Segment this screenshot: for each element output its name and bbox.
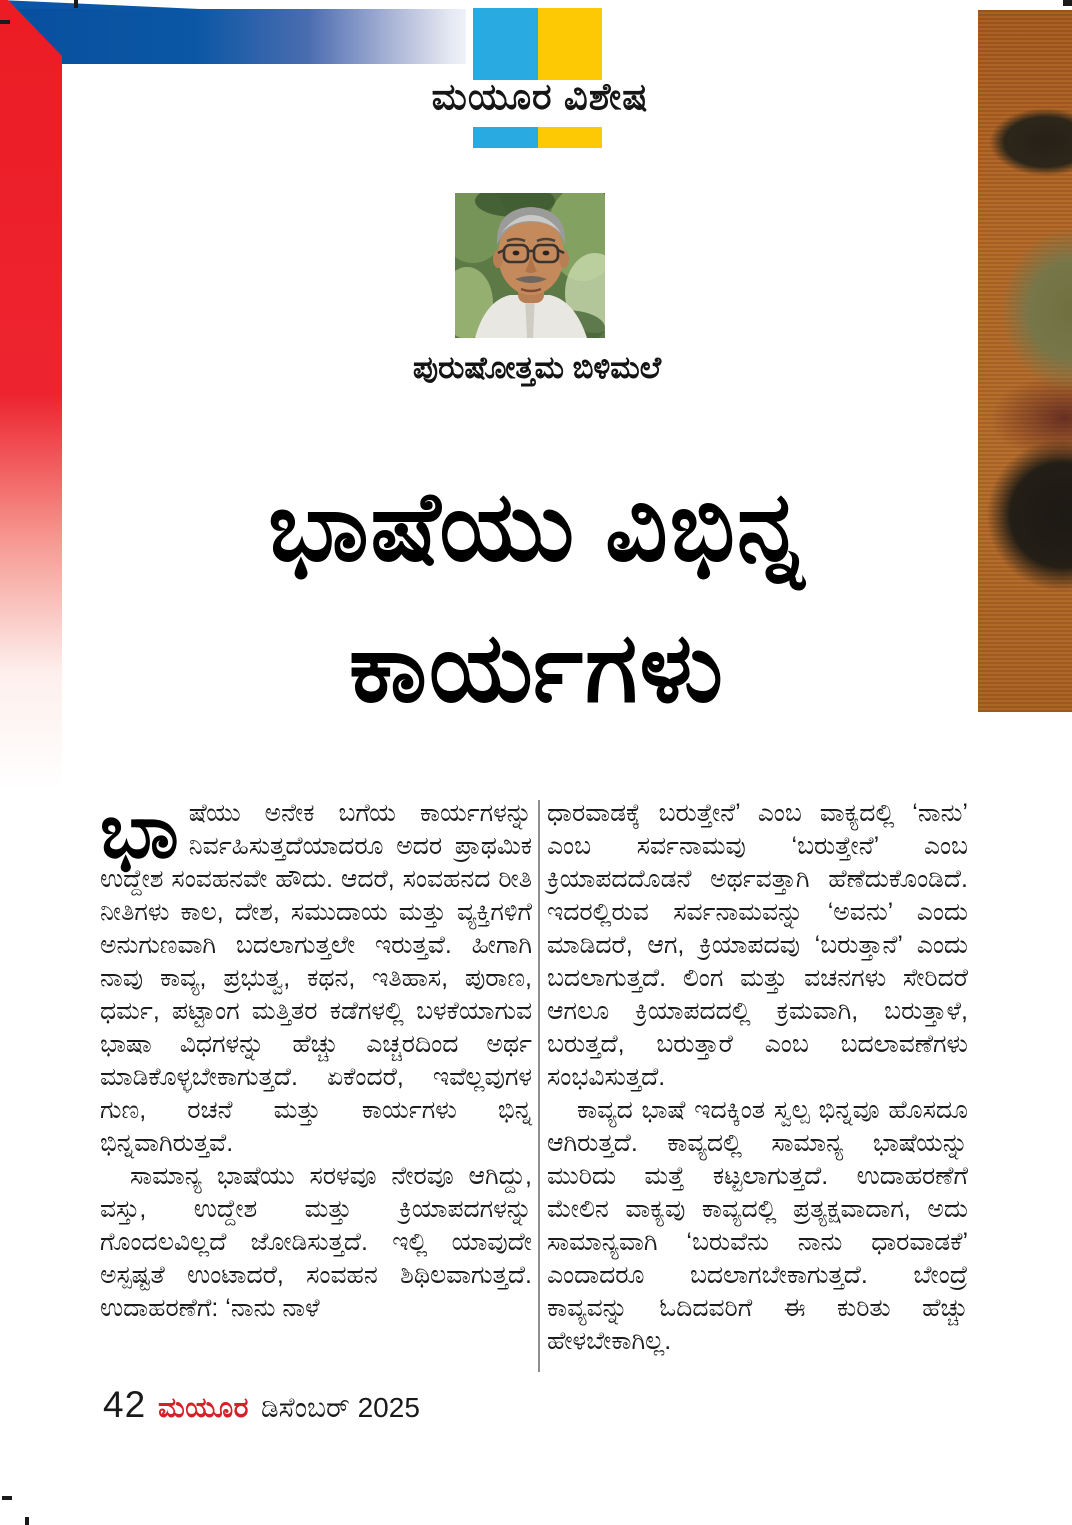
- masthead-cyan-bar-bottom: [473, 127, 538, 148]
- body-column-left: [100, 789, 532, 1325]
- printer-mark-bottom: [25, 1517, 29, 1525]
- printer-mark-top-left: [0, 20, 10, 24]
- author-photo-illustration: [455, 193, 605, 338]
- side-painting-artwork: [978, 10, 1072, 712]
- paragraph: ಸಾಮಾನ್ಯ ಭಾಷೆಯು ಸರಳವೂ ನೇರವೂ ಆಗಿದ್ದು, ವಸ್ತು, ಉದ್ದೇಶ ಮತ್ತು ಕ್ರಿಯಾಪದಗಳನ್ನು ಗೊಂದಲವಿಲ್ಲದೆ ಜೋಡಿಸುತ್ತದೆ. ಇಲ್ಲಿ ಯಾವುದೇ ಅಸ್ಪಷ್ಟತೆ ಉಂಟಾದರೆ, ಸಂವಹನ ಶಿಥಿಲವಾಗುತ್ತದೆ. ಉದಾಹರಣೆಗೆ: ‘ನಾನು ನಾಳೆ: [100, 1162, 532, 1322]
- drop-cap: ಭಾ: [100, 789, 179, 874]
- article-title-line2: ಕಾರ್ಯಗಳು: [348, 613, 726, 722]
- masthead-cyan-bar-top: [473, 8, 538, 80]
- masthead-blue-bar: [0, 9, 466, 64]
- section-kicker: ಮಯೂರ ವಿಶೇಷ: [431, 76, 649, 117]
- paragraph: ಧಾರವಾಡಕ್ಕೆ ಬರುತ್ತೇನೆ’ ಎಂಬ ವಾಕ್ಯದಲ್ಲಿ ‘ನಾನು’ ಎಂಬ ಸರ್ವನಾಮವು ‘ಬರುತ್ತೇನೆ’ ಎಂಬ ಕ್ರಿಯಾಪದದೊಡನೆ ಅರ್ಥವತ್ತಾಗಿ ಹೆಣೆದುಕೊಂಡಿದೆ. ಇದರಲ್ಲಿರುವ ಸರ್ವನಾಮವನ್ನು ‘ಅವನು’ ಎಂದು ಮಾಡಿದರೆ, ಆಗ, ಕ್ರಿಯಾಪದವು ‘ಬರುತ್ತಾನೆ’ ಎಂದು ಬದಲಾಗುತ್ತದೆ. ಲಿಂಗ ಮತ್ತು ವಚನಗಳು ಸೇರಿದರೆ ಆಗಲೂ ಕ್ರಿಯಾಪದದಲ್ಲಿ ಕ್ರಮವಾಗಿ, ಬರುತ್ತಾಳೆ, ಬರುತ್ತದೆ, ಬರುತ್ತಾರೆ ಎಂಬ ಬದಲಾವಣೆಗಳು ಸಂಭವಿಸುತ್ತದೆ.: [547, 799, 968, 1091]
- paragraph: [100, 789, 532, 1160]
- article-title-line1: ಭಾಷೆಯು ವಿಭಿನ್ನ: [268, 472, 806, 581]
- magazine-logo: ಮಯೂರ: [158, 1392, 249, 1423]
- page-footer: [103, 1384, 420, 1426]
- masthead-yellow-bar-bottom: [538, 127, 602, 148]
- issue-date: ಡಿಸೆಂಬರ್ 2025: [260, 1392, 420, 1423]
- printer-mark-top: [74, 0, 78, 8]
- printer-mark-bottom-left: [2, 1496, 12, 1500]
- paragraph: ಕಾವ್ಯದ ಭಾಷೆ ಇದಕ್ಕಿಂತ ಸ್ವಲ್ಪ ಭಿನ್ನವೂ ಹೊಸದೂ ಆಗಿರುತ್ತದೆ. ಕಾವ್ಯದಲ್ಲಿ ಸಾಮಾನ್ಯ ಭಾಷೆಯನ್ನು ಮುರಿದು ಮತ್ತೆ ಕಟ್ಟಲಾಗುತ್ತದೆ. ಉದಾಹರಣೆಗೆ ಮೇಲಿನ ವಾಕ್ಯವು ಕಾವ್ಯದಲ್ಲಿ ಪ್ರತ್ಯಕ್ಷವಾದಾಗ, ಅದು ಸಾಮಾನ್ಯವಾಗಿ ‘ಬರುವೆನು ನಾನು ಧಾರವಾಡಕೆ’ ಎಂದಾದರೂ ಬದಲಾಗಬೇಕಾಗುತ್ತದೆ. ಬೇಂದ್ರೆ ಕಾವ್ಯವನ್ನು ಓದಿದವರಿಗೆ ಈ ಕುರಿತು ಹೆಚ್ಚು ಹೇಳಬೇಕಾಗಿಲ್ಲ.: [547, 1096, 968, 1355]
- author-name: ಪುರುಷೋತ್ತಮ ಬಿಳಿಮಲೆ: [412, 350, 662, 385]
- column-divider: [538, 800, 540, 1372]
- page-number: 42: [103, 1384, 147, 1425]
- left-red-band: [0, 0, 62, 790]
- author-photo: [455, 193, 605, 338]
- printer-mark-top-right: [1063, 0, 1072, 6]
- article-title: [58, 452, 1016, 734]
- body-column-right: [547, 797, 968, 1358]
- masthead-yellow-bar-top: [538, 8, 602, 80]
- paragraph-text: ಷೆಯು ಅನೇಕ ಬಗೆಯ ಕಾರ್ಯಗಳನ್ನು ನಿರ್ವಹಿಸುತ್ತದೆಯಾದರೂ ಅದರ ಪ್ರಾಥಮಿಕ ಉದ್ದೇಶ ಸಂವಹನವೇ ಹೌದು. ಆದರೆ, ಸಂವಹನದ ರೀತಿ ನೀತಿಗಳು ಕಾಲ, ದೇಶ, ಸಮುದಾಯ ಮತ್ತು ವ್ಯಕ್ತಿಗಳಿಗೆ ಅನುಗುಣವಾಗಿ ಬದಲಾಗುತ್ತಲೇ ಇರುತ್ತವೆ. ಹೀಗಾಗಿ ನಾವು ಕಾವ್ಯ, ಪ್ರಭುತ್ವ, ಕಥನ, ಇತಿಹಾಸ, ಪುರಾಣ, ಧರ್ಮ, ಪಟ್ಟಾಂಗ ಮತ್ತಿತರ ಕಡೆಗಳಲ್ಲಿ ಬಳಕೆಯಾಗುವ ಭಾಷಾ ವಿಧಗಳನ್ನು ಹೆಚ್ಚು ಎಚ್ಚರದಿಂದ ಅರ್ಥ ಮಾಡಿಕೊಳ್ಳಬೇಕಾಗುತ್ತದೆ. ಏಕೆಂದರೆ, ಇವೆಲ್ಲವುಗಳ ಗುಣ, ರಚನೆ ಮತ್ತು ಕಾರ್ಯಗಳು ಭಿನ್ನ ಭಿನ್ನವಾಗಿರುತ್ತವೆ.: [100, 799, 532, 1157]
